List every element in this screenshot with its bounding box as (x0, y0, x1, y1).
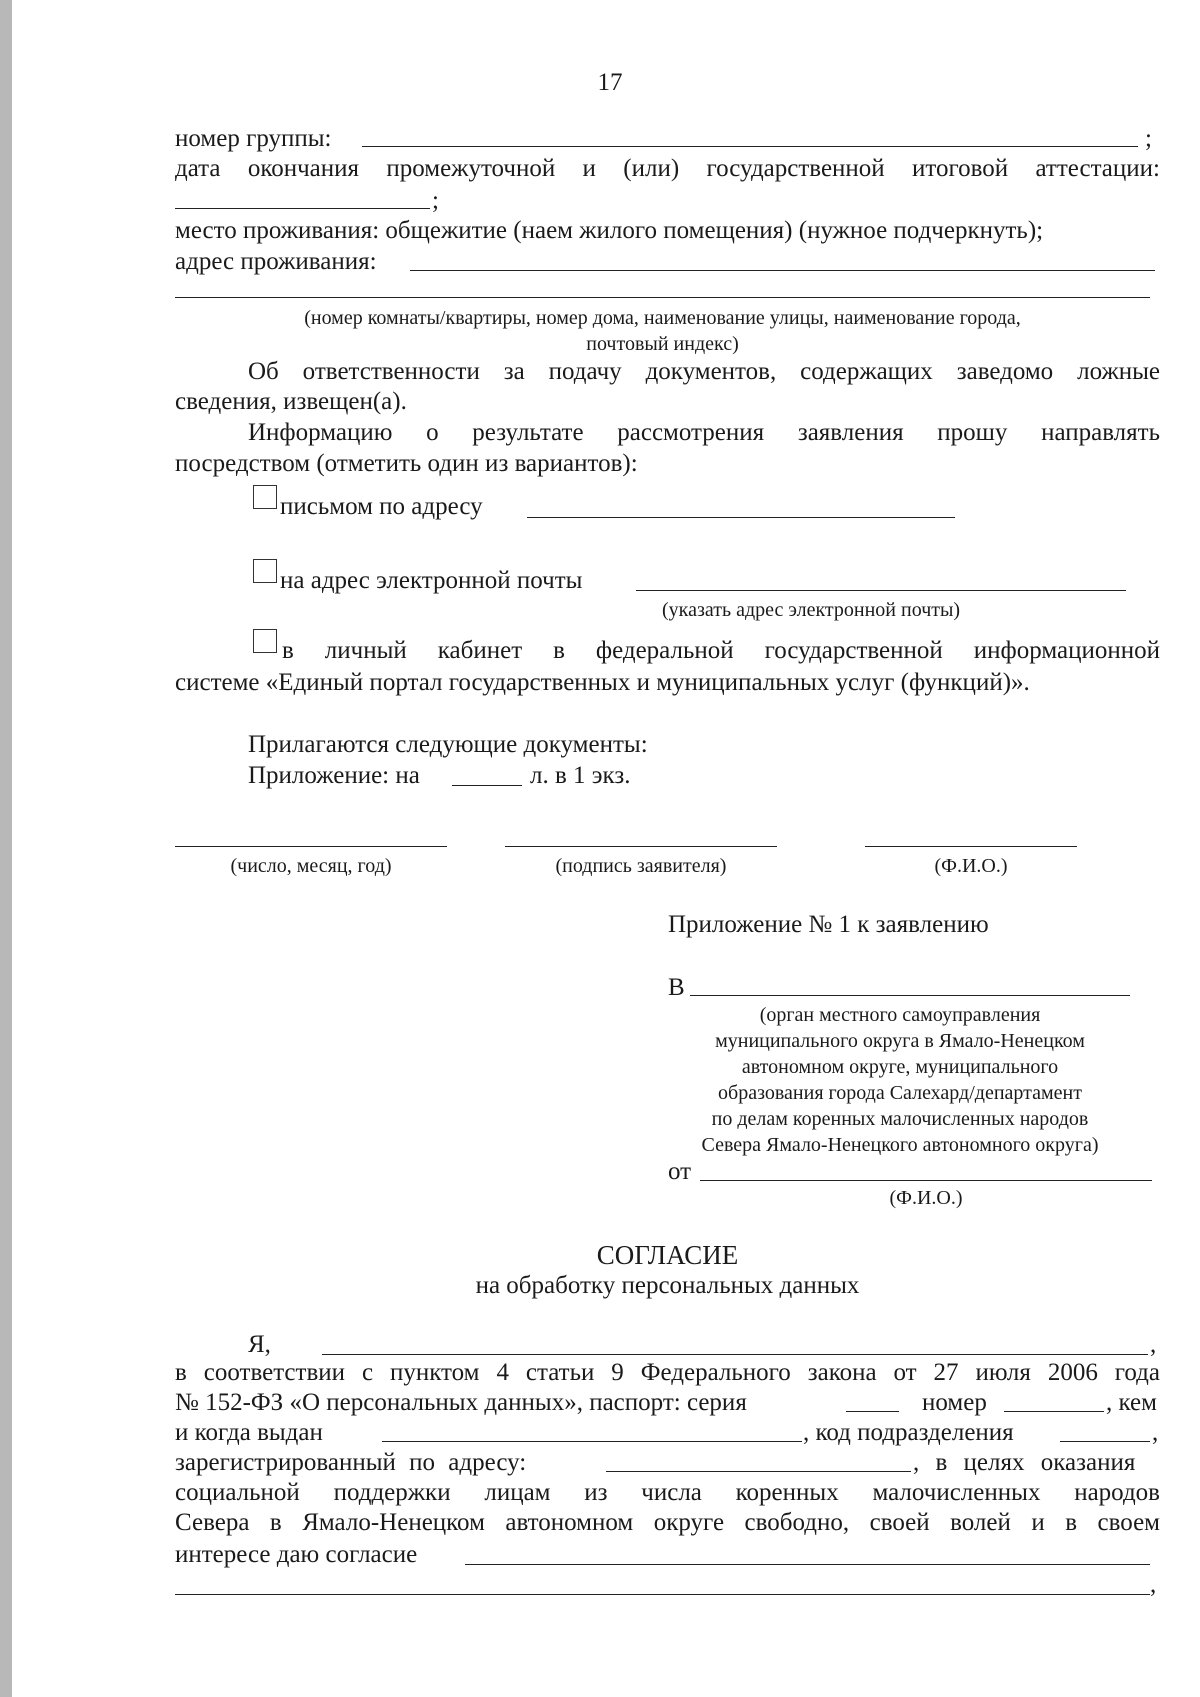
residence-place: место проживания: общежитие (наем жилого помещения) (нужное подчеркнуть); (175, 217, 1044, 244)
info-text: посредством (отметить один из вариантов): (175, 450, 638, 477)
letter-address-field[interactable] (527, 517, 955, 518)
option-letter-label: письмом по адресу (280, 493, 483, 520)
scan-edge (0, 0, 12, 1697)
from-label: от (668, 1158, 692, 1185)
date-field[interactable] (175, 846, 447, 847)
passport-series-field[interactable] (846, 1411, 899, 1412)
address-hint: почтовый индекс) (586, 333, 739, 355)
consent-name-field[interactable] (322, 1354, 1148, 1355)
from-fio-label: (Ф.И.О.) (889, 1187, 963, 1209)
consent-recipient-field[interactable] (465, 1564, 1150, 1565)
consent-title: СОГЛАСИЕ (596, 1240, 739, 1270)
group-field[interactable] (362, 146, 1138, 147)
attached-docs: Прилагаются следующие документы: (248, 731, 648, 758)
checkbox-portal[interactable] (253, 629, 277, 653)
issued-by-field[interactable] (382, 1441, 802, 1442)
comma: , (1150, 1331, 1157, 1358)
consent-subtitle: на обработку персональных данных (475, 1272, 860, 1299)
organ-hint: автономном округе, муниципального (741, 1056, 1059, 1078)
signature-field[interactable] (505, 846, 777, 847)
from-fio-field[interactable] (700, 1180, 1152, 1181)
fio-label: (Ф.И.О.) (934, 855, 1008, 877)
address-label: адрес проживания: (175, 248, 377, 275)
organ-hint: по делам коренных малочисленных народов (711, 1108, 1089, 1130)
consent-text: , в целях оказания (913, 1449, 1136, 1476)
consent-text: социальной поддержки лицам из числа коренных малочисленных народов (175, 1479, 1160, 1506)
consent-text: и когда выдан (175, 1419, 323, 1446)
page-number: 17 (597, 69, 623, 96)
consent-text: Севера в Ямало-Ненецком автономном округе свободно, своей волей и в своем (175, 1509, 1160, 1536)
comma: , (1152, 1419, 1159, 1446)
checkbox-letter[interactable] (253, 485, 277, 509)
consent-text: номер (922, 1389, 987, 1416)
organ-hint: образования города Салехард/департамент (718, 1082, 1082, 1104)
option-portal-label: в личный кабинет в федеральной государственной информационной (282, 637, 1160, 664)
signature-label: (подпись заявителя) (555, 855, 727, 877)
passport-number-field[interactable] (1004, 1411, 1104, 1412)
appendix-title: Приложение № 1 к заявлению (668, 911, 989, 938)
consent-text: , кем (1106, 1389, 1157, 1416)
group-label: номер группы: (175, 125, 332, 152)
date-label: (число, месяц, год) (230, 855, 392, 877)
option-portal-label: системе «Единый портал государственных и муниципальных услуг (функций)». (175, 669, 1030, 696)
organ-hint: Севера Ямало-Ненецкого автономного округа) (701, 1134, 1099, 1156)
appendix-suffix: л. в 1 экз. (530, 762, 631, 789)
consent-text: № 152-ФЗ «О персональных данных», паспорт: серия (175, 1389, 747, 1416)
info-text: Информацию о результате рассмотрения заявления прошу направлять (248, 419, 1160, 446)
responsibility-text: Об ответственности за подачу документов, содержащих заведомо ложные (248, 358, 1160, 385)
fio-field[interactable] (865, 846, 1077, 847)
semicolon: ; (1145, 125, 1152, 152)
option-email-label: на адрес электронной почты (280, 567, 583, 594)
checkbox-email[interactable] (253, 559, 277, 583)
consent-recipient-field-line2[interactable] (175, 1594, 1150, 1595)
appendix-pages-field[interactable] (452, 785, 522, 786)
email-field[interactable] (636, 590, 1126, 591)
responsibility-text: сведения, извещен(а). (175, 388, 407, 415)
registration-address-field[interactable] (606, 1471, 911, 1472)
comma: , (1150, 1571, 1157, 1598)
address-field[interactable] (410, 270, 1155, 271)
division-code-field[interactable] (1060, 1441, 1150, 1442)
organ-hint: муниципального округа в Ямало-Ненецком (715, 1030, 1085, 1052)
semicolon: ; (432, 187, 439, 214)
consent-text: интересе даю согласие (175, 1541, 418, 1568)
consent-i: Я, (248, 1331, 271, 1358)
address-field-line2[interactable] (175, 297, 1150, 298)
to-label: В (668, 974, 685, 1001)
address-hint: (номер комнаты/квартиры, номер дома, наименование улицы, наименование города, (304, 307, 1021, 329)
consent-text: , код подразделения (803, 1419, 1014, 1446)
exam-date-field[interactable] (175, 208, 430, 209)
exam-date-label: дата окончания промежуточной и (или) государственной итоговой аттестации: (175, 155, 1160, 182)
consent-text: зарегистрированный по адресу: (175, 1449, 527, 1476)
appendix-prefix: Приложение: на (248, 762, 420, 789)
email-hint: (указать адрес электронной почты) (662, 599, 961, 621)
organ-field[interactable] (690, 995, 1130, 996)
organ-hint: (орган местного самоуправления (759, 1004, 1041, 1026)
consent-text: в соответствии с пунктом 4 статьи 9 Федерального закона от 27 июля 2006 года (175, 1359, 1160, 1386)
